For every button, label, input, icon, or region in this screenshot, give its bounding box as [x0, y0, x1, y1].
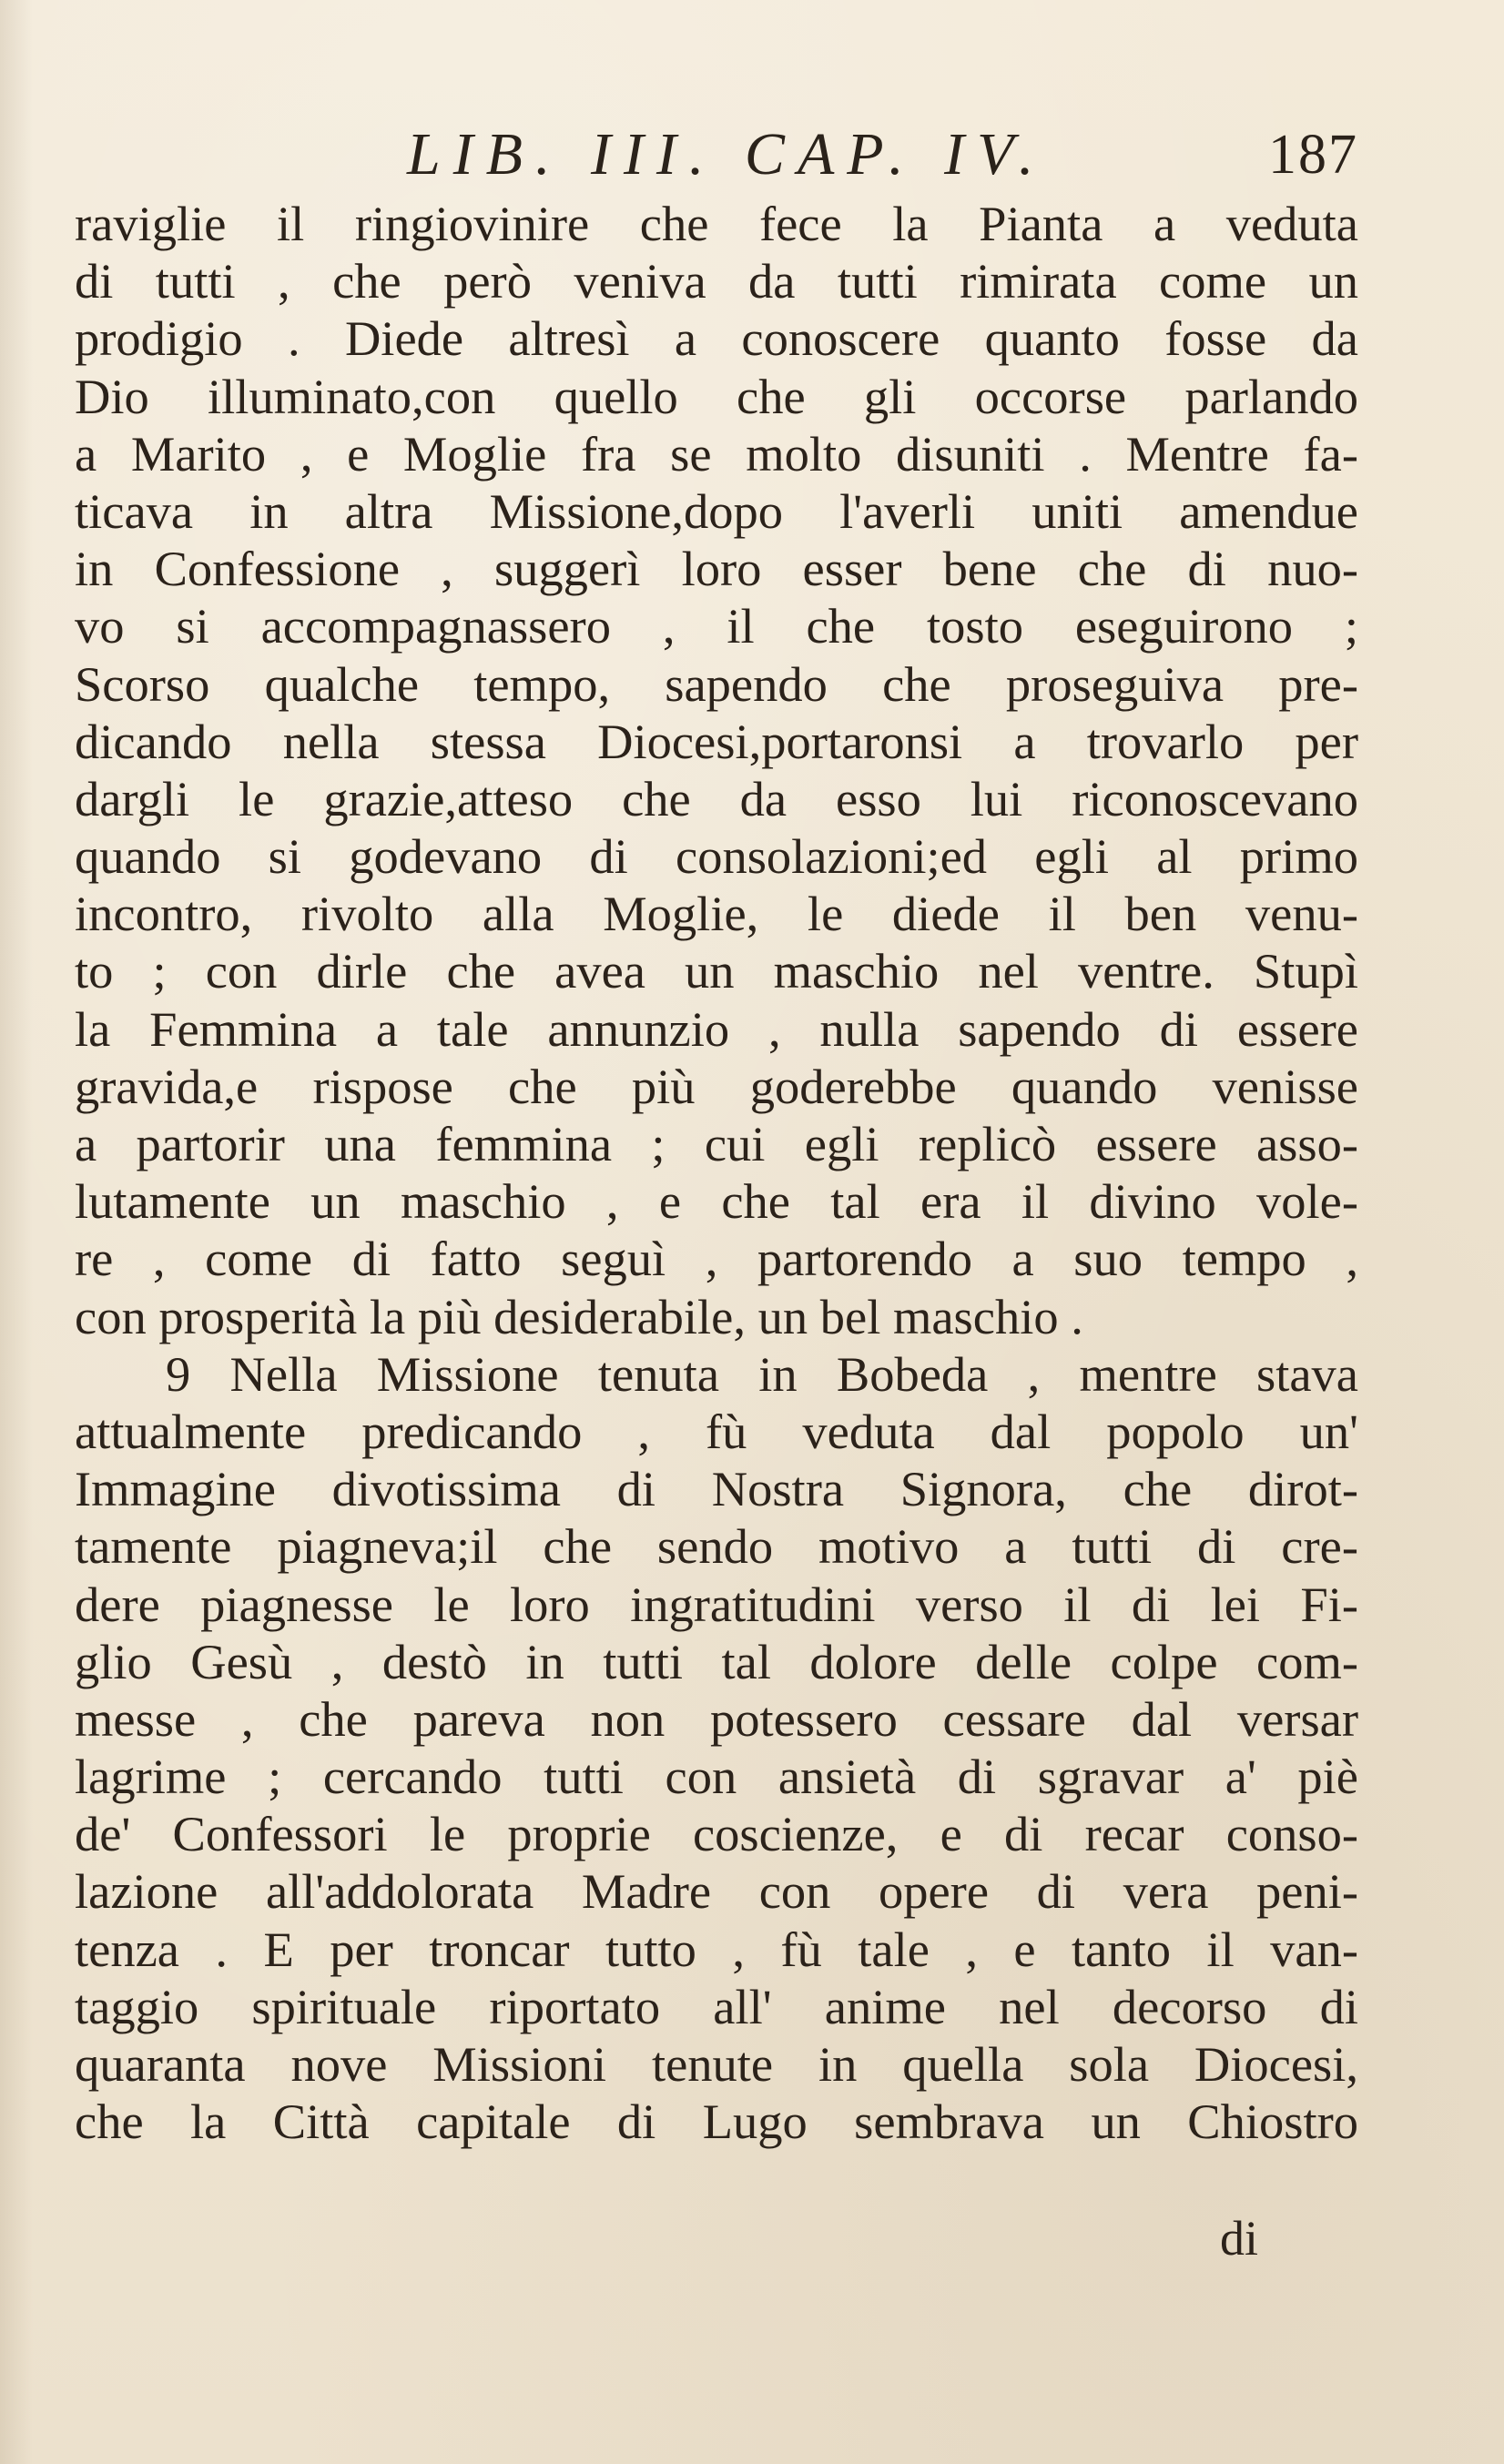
text-line: raviglie il ringiovinire che fece la Pianta a veduta [75, 196, 1358, 251]
text-line: Immagine divotissima di Nostra Signora, che dirot- [75, 1461, 1358, 1517]
text-line: dere piagnesse le loro ingratitudini verso il di lei Fi- [75, 1576, 1358, 1632]
text-line: gravida,e rispose che più goderebbe quando venisse [75, 1058, 1358, 1114]
page-header [75, 118, 1358, 191]
text-line: Scorso qualche tempo, sapendo che proseguiva pre- [75, 655, 1358, 712]
text-line: ticava in altra Missione,dopo l'averli uniti amendue [75, 482, 1358, 539]
text-line: attualmente predicando , fù veduta dal popolo un' [75, 1403, 1358, 1459]
text-line: re , come di fatto seguì , partorendo a suo tempo , [75, 1231, 1358, 1287]
paragraph-start-line: 9 Nella Missione tenuta in Bobeda , mentre stava [166, 1345, 1358, 1402]
text-line: di tutti , che però veniva da tutti rimirata come un [75, 253, 1358, 309]
body-text [75, 195, 1358, 2150]
text-line: glio Gesù , destò in tutti tal dolore delle colpe com- [75, 1633, 1358, 1689]
text-line: la Femmina a tale annunzio , nulla sapendo di essere [75, 1000, 1358, 1057]
text-line: lutamente un maschio , e che tal era il divino vole- [75, 1173, 1358, 1230]
text-line: de' Confessori le proprie coscienze, e di recar conso- [75, 1806, 1358, 1862]
text-line: tamente piagneva;il che sendo motivo a tutti di cre- [75, 1518, 1358, 1575]
running-head: LIB. III. CAP. IV. [407, 121, 1047, 188]
text-line: che la Città capitale di Lugo sembrava un Chiostro [75, 2094, 1358, 2150]
text-line: a partorir una femmina ; cui egli replicò essere asso- [75, 1116, 1358, 1171]
text-line: lagrime ; cercando tutti con ansietà di sgravar a' piè [75, 1749, 1358, 1805]
text-line: con prosperità la più desiderabile, un bel maschio . [75, 1288, 1083, 1344]
text-line: dargli le grazie,atteso che da esso lui riconoscevano [75, 770, 1358, 826]
text-line: quando si godevano di consolazioni;ed egli al primo [75, 828, 1358, 885]
text-line: to ; con dirle che avea un maschio nel ventre. Stupì [75, 943, 1358, 999]
text-line: Dio illuminato,con quello che gli occorse parlando [75, 368, 1358, 424]
text-line: vo si accompagnassero , il che tosto eseguirono ; [75, 598, 1358, 654]
text-line: quaranta nove Missioni tenute in quella sola Diocesi, [75, 2036, 1358, 2092]
text-line: incontro, rivolto alla Moglie, le diede il ben venu- [75, 886, 1358, 942]
page-number: 187 [1268, 124, 1358, 186]
text-line: messe , che pareva non potessero cessare dal versar [75, 1690, 1358, 1747]
text-line: a Marito , e Moglie fra se molto disuniti . Mentre fa- [75, 425, 1358, 482]
text-line: lazione all'addolorata Madre con opere di vera peni- [75, 1863, 1358, 1920]
catchword: di [1220, 2211, 1259, 2266]
text-line: taggio spirituale riportato all' anime nel decorso di [75, 1978, 1358, 2034]
text-line: tenza . E per troncar tutto , fù tale , e tanto il van- [75, 1921, 1358, 1977]
text-line: in Confessione , suggerì loro esser bene che di nuo- [75, 541, 1358, 597]
text-line: dicando nella stessa Diocesi,portaronsi a trovarlo per [75, 713, 1358, 769]
text-line: prodigio . Diede altresì a conoscere quanto fosse da [75, 310, 1358, 367]
